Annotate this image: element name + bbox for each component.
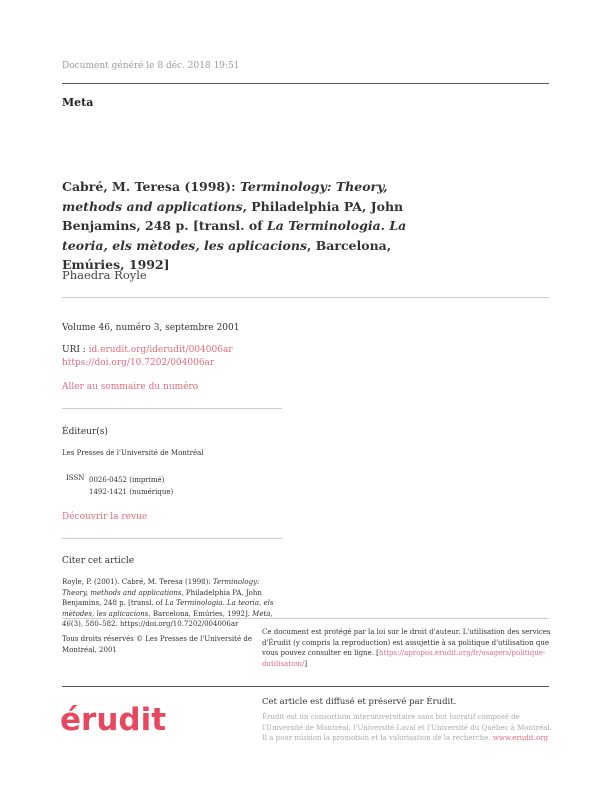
cite-heading: Citer cet article [62, 556, 135, 566]
cite-part-2: , Philadelphia PA, John Benjamins, 248 p. [transl. of [62, 588, 262, 607]
issn-print: 0026-0452 (imprimé) [89, 476, 165, 484]
title-part-2: , Philadelphia PA, John Benjamins, 248 p. [transl. of [62, 198, 404, 233]
title-part-3: , Barcelona, Emúries, 1992] [62, 237, 392, 272]
doi-link[interactable]: https://doi.org/10.7202/004006ar [62, 358, 215, 368]
footer-rule [62, 618, 549, 619]
erudit-site-link[interactable]: www.erudit.org [492, 734, 549, 742]
policy-link[interactable]: https://apropos.erudit.org/fr/usagers/politique-dutilisation/ [262, 649, 546, 668]
section-rule [62, 408, 282, 409]
issn-label: ISSN [66, 474, 85, 482]
mid-rule [62, 297, 549, 298]
toc-link[interactable]: Aller au sommaire du numéro [62, 382, 199, 392]
title-italic-1: Terminology: Theory, methods and applications [62, 179, 388, 214]
uri-block [62, 344, 233, 370]
article-title [62, 177, 407, 275]
title-italic-2: La Terminologia. La teoria, els mètodes, les aplicacions [62, 218, 407, 253]
cite-italic-2: La Terminologia. La teoria, els mètodes, les aplicacions [62, 599, 274, 618]
legal-text: Ce document est protégé par la loi sur le droit d'auteur. L'utilisation des services d'Érudit (y compris la reproduction) est assujettie à sa politique d'utilisation que vous pouvez consulter en ligne. [ [262, 628, 551, 657]
erudit-desc-text: Érudit est un consortium interuniversitaire sans but lucratif composé de l'Université de Montréal, l'Université Laval et l'Université du Québec à Montréal. Il a pour mission la promotion et la valorisation de la recherche. [262, 713, 552, 742]
uri-link[interactable]: id.erudit.org/iderudit/004006ar [88, 345, 233, 355]
cite-italic-3: Meta, 46 [62, 609, 273, 628]
rights-notice: Tous droits réservés © Les Presses de l'Université de Montréal, 2001 [62, 635, 252, 654]
publisher-name: Les Presses de l'Université de Montréal [62, 449, 204, 457]
issn-digital: 1492-1421 (numérique) [89, 488, 174, 496]
section-rule [62, 538, 282, 539]
legal-end: ] [304, 659, 308, 668]
publishers-heading: Éditeur(s) [62, 427, 108, 437]
logo-text: érudit [60, 702, 167, 738]
volume-info: Volume 46, numéro 3, septembre 2001 [62, 323, 240, 333]
legal-notice [262, 627, 552, 669]
erudit-logo [60, 694, 180, 742]
erudit-description [262, 712, 552, 744]
bottom-rule [62, 686, 549, 687]
citation-text [62, 577, 284, 630]
cite-part-1: Royle, P. (2001). Cabré, M. Teresa (1998): [62, 578, 213, 586]
author-name: Phaedra Royle [62, 268, 147, 282]
title-part-1: Cabré, M. Teresa (1998): [62, 179, 241, 194]
issn-values [89, 474, 173, 498]
top-rule [62, 83, 549, 84]
distribution-notice: Cet article est diffusé et préservé par Érudit. [262, 697, 457, 707]
generated-date: Document généré le 8 déc. 2018 19:51 [62, 61, 240, 71]
cite-part-4: (3), 580–582. https://doi.org/10.7202/004006ar [70, 620, 239, 628]
discover-journal-link[interactable]: Découvrir la revue [62, 512, 148, 522]
cite-part-3: , Barcelona, Emúries, 1992]. [148, 609, 253, 618]
cite-italic-1: Terminology: Theory, methods and applications [62, 578, 260, 597]
journal-name: Meta [62, 96, 94, 109]
uri-label: URI : [62, 345, 89, 355]
